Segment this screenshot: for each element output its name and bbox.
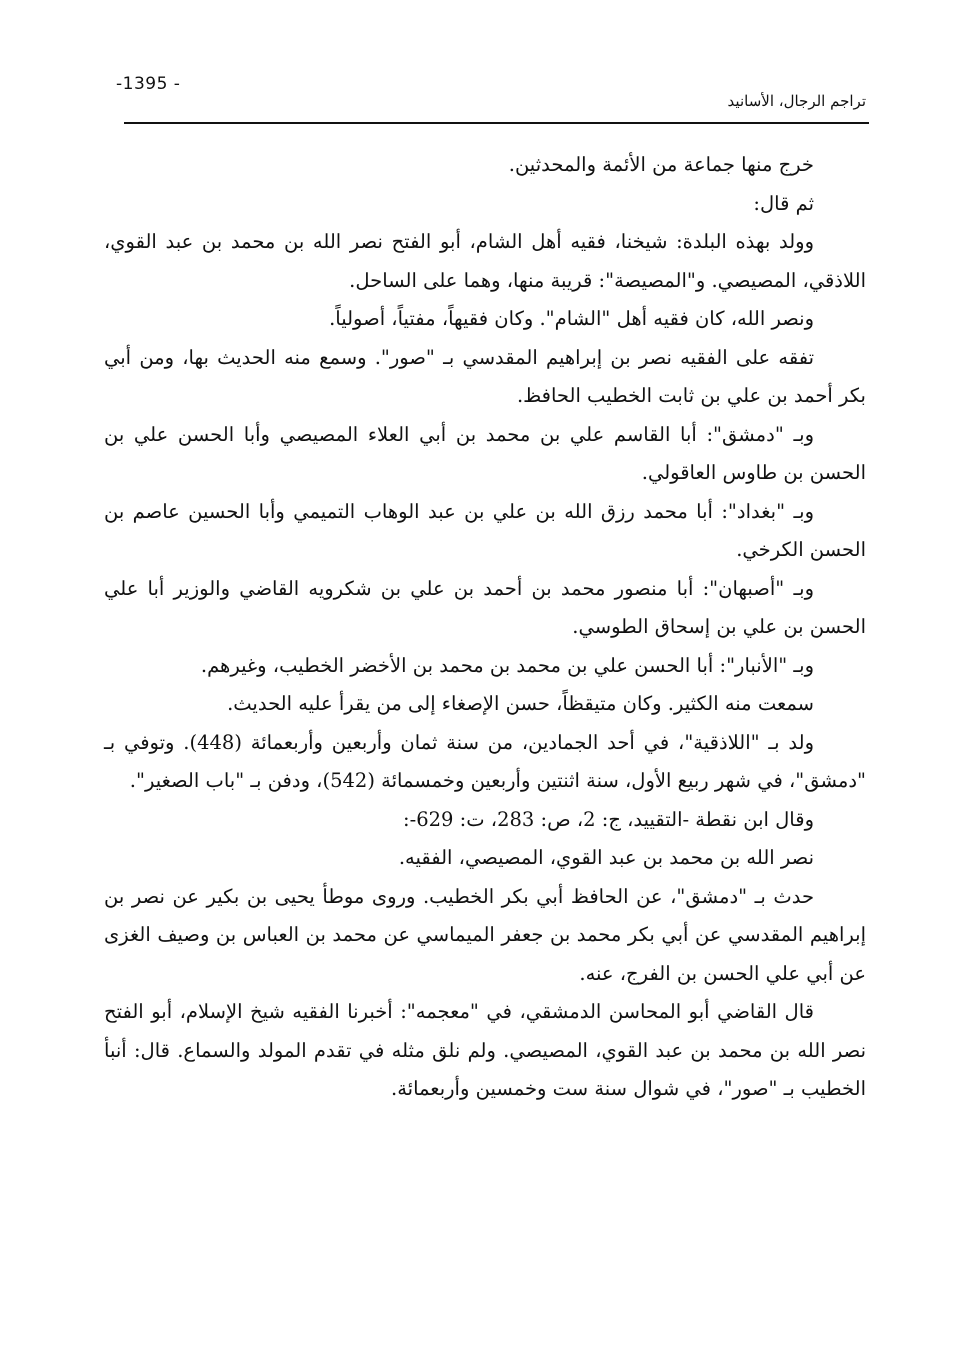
paragraph: تفقه على الفقيه نصر بن إبراهيم المقدسي بـ "صور". وسمع منه الحديث بها، ومن أبي بكر أحمد بن علي بن ثابت الخطيب الحافظ.: [104, 345, 866, 407]
paragraph: ولد بـ "اللاذقية"، في أحد الجمادين، من سنة ثمان وأربعين وأربعمائة (448). وتوفي بـ "دمشق"، في شهر ربيع الأول، سنة اثنتين وأربعين وخمسمائة (542)، ودفن بـ "باب الصغير".: [104, 730, 866, 792]
paragraph: خرج منها جماعة من الأئمة والمحدثين.: [508, 153, 814, 176]
paragraph: ونصر الله، كان فقيه أهل "الشام". وكان فقيهاً، مفتياً، أصولياً.: [329, 307, 814, 330]
paragraph: حدث بـ "دمشق"، عن الحافظ أبي بكر الخطيب. وروى موطأ يحيى بن بكير عن نصر بن إبراهيم المقدسي عن أبي بكر محمد بن جعفر الميماسي عن محمد بن العباس بن وصيف الغزى عن أبي علي الحسن بن الفرج، عنه.: [104, 884, 866, 985]
running-title: تراجم الرجال، الأسانيد: [727, 92, 866, 110]
paragraph: سمعت منه الكثير. وكان متيقظاً، حسن الإصغاء إلى من يقرأ عليه الحديث.: [227, 692, 814, 715]
paragraph: وبـ "بغداد": أبا محمد رزق الله بن علي بن عبد الوهاب التميمي وأبا الحسين عاصم بن الحسن الكرخي.: [104, 499, 866, 561]
paragraph: وبـ "دمشق": أبا القاسم علي بن محمد بن أبي العلاء المصيصي وأبا الحسن علي بن الحسن بن طاوس العاقولي.: [104, 422, 866, 484]
paragraph: قال القاضي أبو المحاسن الدمشقي، في "معجمه": أخبرنا الفقيه شيخ الإسلام، أبو الفتح نصر الله بن محمد بن عبد القوي، المصيصي. ولم نلق مثله في تقدم المولد والسماع. قال: أنبأ الخطيب بـ "صور"، في شوال سنة ست وخمسين وأربعمائة.: [104, 1000, 866, 1100]
paragraph: وقال ابن نقطة -التقييد، ج: 2، ص: 283، ت: 629-:: [403, 807, 814, 831]
paragraph: وولد بهذه البلدة: شيخنا، فقيه أهل الشام، أبو الفتح نصر الله بن محمد بن عبد القوي، اللاذقي، المصيصي. و"المصيصة": قريبة منها، وهما على الساحل.: [104, 230, 866, 292]
header-rule: [124, 122, 869, 124]
paragraph: وبـ "أصبهان": أبا منصور محمد بن أحمد بن علي بن شكرويه القاضي والوزير أبا علي الحسن بن علي بن إسحاق الطوسي.: [104, 576, 866, 638]
page-number: -1395 -: [116, 74, 181, 94]
paragraph: وبـ "الأنبار": أبا الحسن علي بن محمد بن محمد بن الأخضر الخطيب، وغيرهم.: [200, 653, 814, 677]
paragraph: ثم قال:: [753, 191, 814, 215]
body-text: [104, 146, 866, 1109]
paragraph: نصر الله بن محمد بن عبد القوي، المصيصي، الفقيه.: [398, 846, 814, 869]
